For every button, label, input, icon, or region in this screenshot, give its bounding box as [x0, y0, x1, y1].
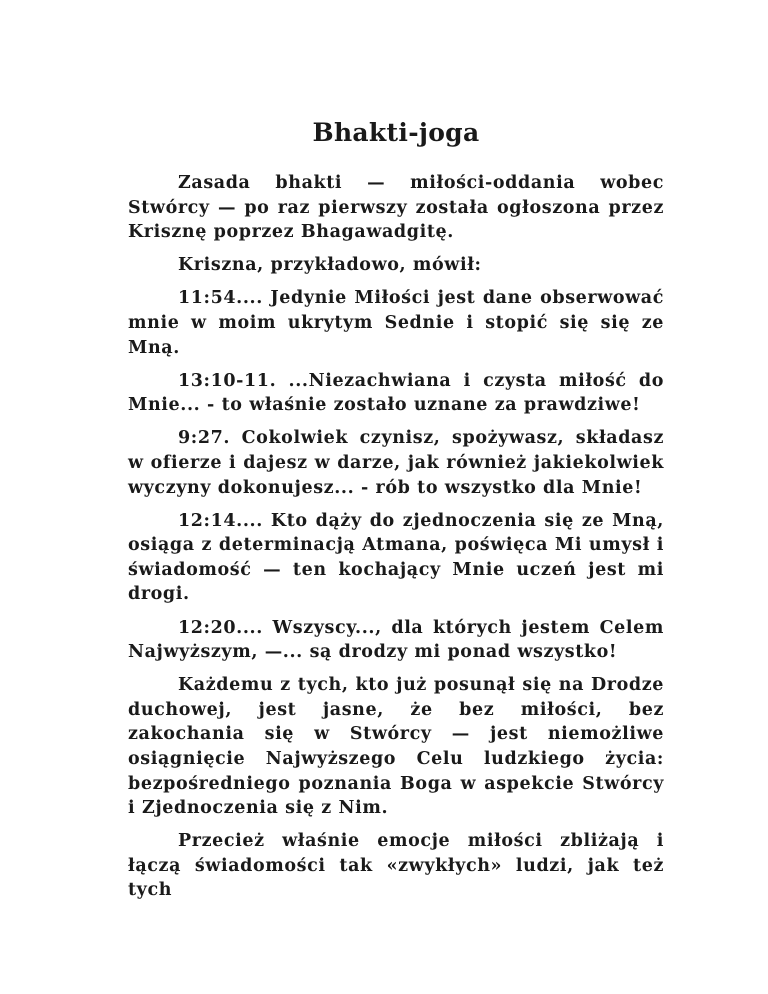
document-page [128, 118, 664, 912]
quote-13-10-11: 13:10-11. ...Niezachwiana i czysta miłość do Mnie... - to właśnie zostało uznane za prawdziwe! [128, 370, 664, 416]
quote-11-54: 11:54.... Jedynie Miłości jest dane obserwować mnie w moim ukrytym Sednie i stopić się się ze Mną. [128, 288, 664, 358]
quote-9-27: 9:27. Cokolwiek czynisz, spożywasz, składasz w ofierze i dajesz w darze, jak również jakiekolwiek wyczyny dokonujesz... - rób to wszystko dla Mnie! [128, 428, 664, 498]
paragraph-krishna-said: Kriszna, przykładowo, mówił: [178, 255, 482, 276]
paragraph-spiritual-path: Każdemu z tych, kto już posunął się na Drodze duchowej, jest jasne, że bez miłości, bez zakochania się w Stwórcy — jest niemożliwe osiągnięcie Najwyższego Celu ludzkiego życia: bezpośredniego poznania Boga w aspekcie Stwórcy i Zjednoczenia się z Nim. [128, 675, 664, 819]
paragraph-emotions-of-love: Przecież właśnie emocje miłości zbliżają i łączą świadomości tak «zwykłych» ludzi, jak też tych [128, 831, 664, 901]
quote-12-20: 12:20.... Wszyscy..., dla których jestem Celem Najwyższym, —... są drodzy mi ponad wszystko! [128, 617, 664, 663]
page-title: Bhakti-joga [312, 118, 480, 147]
quote-12-14: 12:14.... Kto dąży do zjednoczenia się ze Mną, osiąga z determinacją Atmana, poświęca Mi umysł i świadomość — ten kochający Mnie uczeń jest mi drogi. [128, 510, 664, 605]
paragraph-intro: Zasada bhakti — miłości-oddania wobec Stwórcy — po raz pierwszy została ogłoszona przez Krisznę poprzez Bhagawadgitę. [128, 173, 664, 243]
